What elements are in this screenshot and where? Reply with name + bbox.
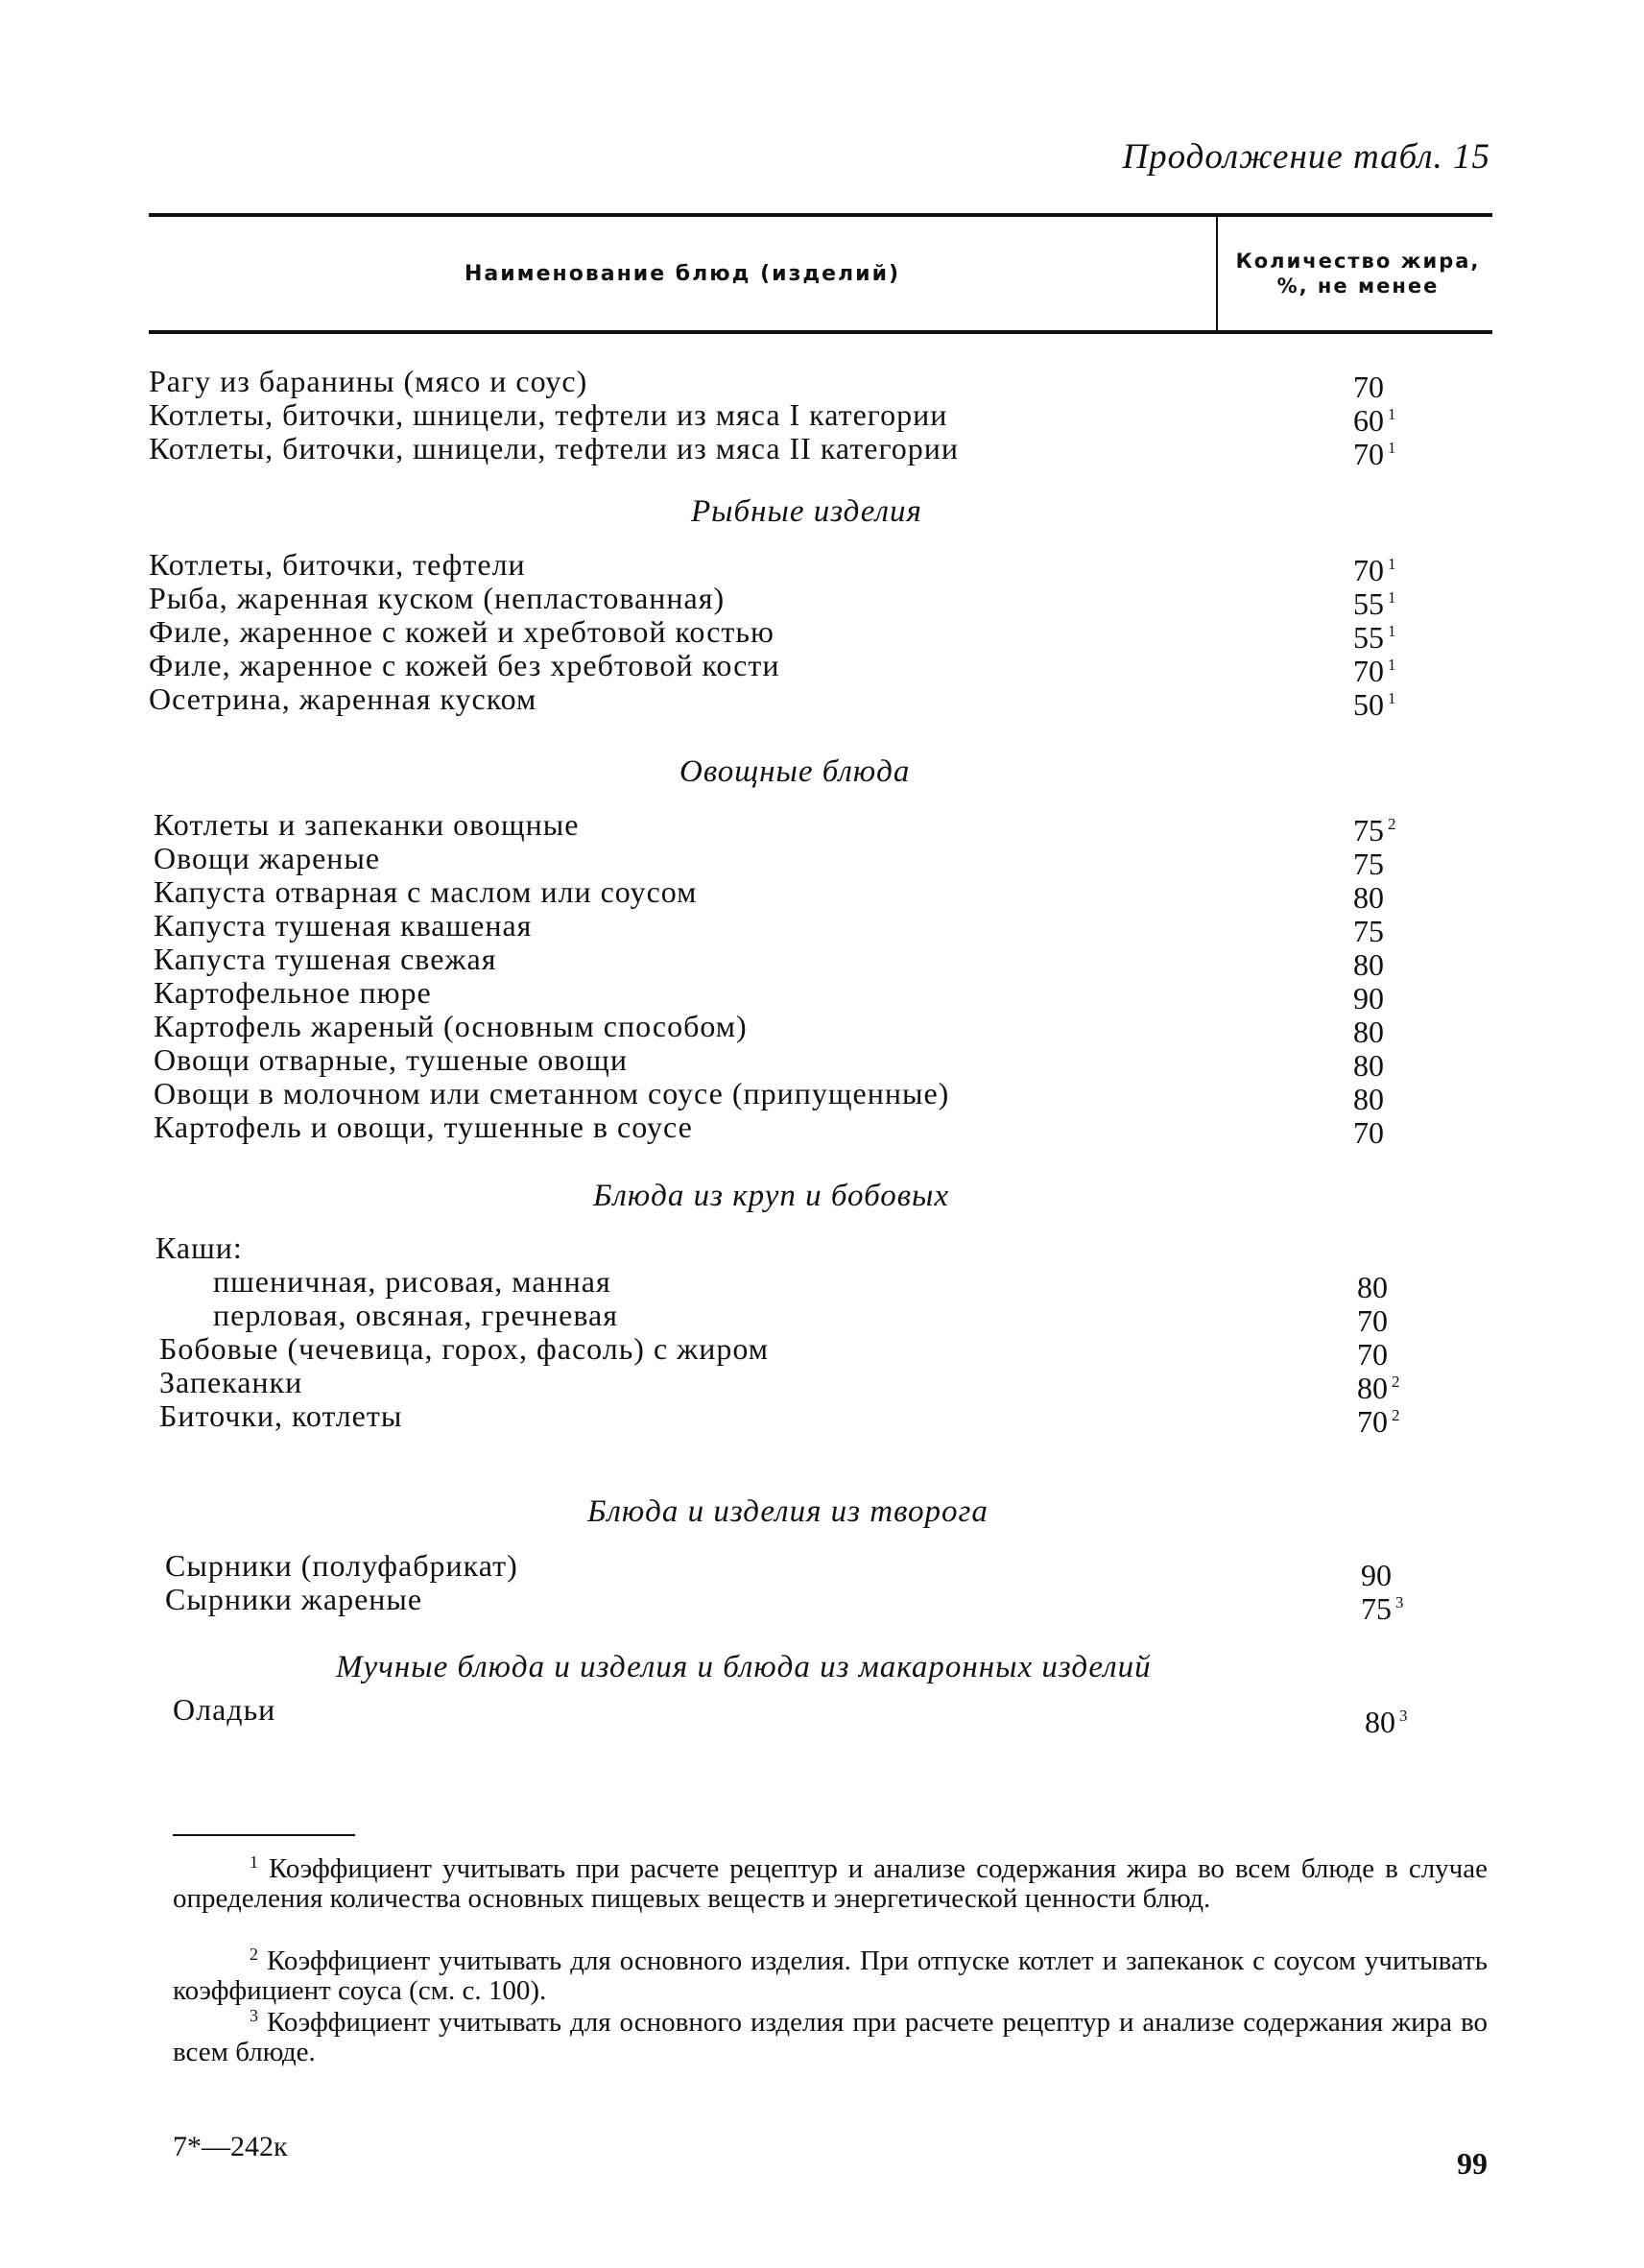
table-row-value: 55 $^1$ xyxy=(1353,620,1396,655)
table-row-name: Оладьи xyxy=(173,1692,276,1727)
table-row-value: 80 xyxy=(1353,1048,1384,1083)
table-row-value: 70 xyxy=(1357,1303,1388,1338)
table-row-value: 60 $^1$ xyxy=(1353,403,1396,438)
table-row-name: Картофель жареный (основным способом) xyxy=(154,1009,748,1043)
table-row-value: 75 $^3$ xyxy=(1361,1591,1404,1626)
section-title-fish: Рыбные изделия xyxy=(691,494,922,529)
table-row-name: Сырники жареные xyxy=(165,1582,423,1616)
column-divider xyxy=(1216,217,1218,330)
table-row-name: Бобовые (чечевица, горох, фасоль) с жиром xyxy=(159,1331,770,1366)
table-row-name: Биточки, котлеты xyxy=(159,1398,403,1433)
grain-subgroup-label: Каши: xyxy=(155,1230,243,1265)
table-row-name: Котлеты, биточки, тефтели xyxy=(149,547,526,582)
table-row-name: Овощи жареные xyxy=(154,841,381,875)
section-title-vegetables: Овощные блюда xyxy=(679,754,911,789)
table-row-name: Котлеты, биточки, шницели, тефтели из мяса I категории xyxy=(149,397,948,432)
table-row-value: 70 $^1$ xyxy=(1353,437,1396,471)
table-row-name: Картофельное пюре xyxy=(154,975,432,1010)
table-row-value: 75 xyxy=(1353,914,1384,948)
table-row-value: 90 xyxy=(1353,981,1384,1015)
section-title-grains: Блюда из круп и бобовых xyxy=(593,1179,950,1213)
section-title-curd: Блюда и изделия из творога xyxy=(587,1494,989,1529)
table-row-value: 90 xyxy=(1361,1558,1392,1592)
table-row-name: Картофель и овощи, тушенные в соусе xyxy=(154,1110,693,1144)
table-row-value: 75 $^2$ xyxy=(1353,813,1396,848)
footnote-1: $^1$ Коэффициент учитывать при расчете рецептур и анализе содержания жира во всем блюде в случае определения количества основных пищевых веществ и энергетической ценности блюд. xyxy=(173,1852,1488,1914)
table-row-name: Капуста тушеная свежая xyxy=(154,942,497,976)
table-row-value: 70 xyxy=(1353,370,1384,404)
page-number: 99 xyxy=(1457,2146,1488,2181)
table-row-value: 70 $^2$ xyxy=(1357,1404,1400,1439)
table-row-name: Овощи в молочном или сметанном соусе (припущенные) xyxy=(154,1076,950,1110)
table-row-value: 80 xyxy=(1353,1082,1384,1116)
table-row-value: 70 $^1$ xyxy=(1353,553,1396,587)
section-title-flour: Мучные блюда и изделия и блюда из макаронных изделий xyxy=(336,1650,1152,1684)
continuation-caption: Продолжение табл. 15 xyxy=(1122,137,1490,177)
table-row-value: 50 $^1$ xyxy=(1353,687,1396,722)
table-row-name: перловая, овсяная, гречневая xyxy=(213,1298,618,1332)
table-row-name: Филе, жаренное с кожей без хребтовой кости xyxy=(149,648,780,682)
table-row-name: Капуста отварная с маслом или соусом xyxy=(154,874,698,909)
table-row-name: Капуста тушеная квашеная xyxy=(154,908,533,943)
table-row-value: 80 $^3$ xyxy=(1365,1705,1408,1739)
table-row-name: пшеничная, рисовая, манная xyxy=(213,1264,611,1299)
footnote-3: $^3$ Коэффициент учитывать для основного изделия при расчете рецептур и анализе содержания жира во всем блюде. xyxy=(173,2006,1488,2067)
fat-header-line2: %, не менее xyxy=(1276,275,1440,298)
table-row-name: Овощи отварные, тушеные овощи xyxy=(154,1042,628,1077)
table-header xyxy=(149,213,1492,334)
table-row-name: Сырники (полуфабрикат) xyxy=(165,1548,518,1583)
table-row-value: 55 $^1$ xyxy=(1353,586,1396,621)
table-row-value: 80 xyxy=(1353,880,1384,915)
table-row-value: 70 $^1$ xyxy=(1353,654,1396,688)
table-row-value: 70 xyxy=(1353,1115,1384,1150)
table-row-value: 80 xyxy=(1357,1270,1388,1304)
dish-name-column-header: Наименование блюд (изделий) xyxy=(464,261,901,286)
table-row-value: 80 $^2$ xyxy=(1357,1371,1400,1405)
fat-header-line1: Количество жира, xyxy=(1235,250,1481,273)
table-row-name: Филе, жаренное с кожей и хребтовой костью xyxy=(149,614,774,649)
table-row-name: Рагу из баранины (мясо и соус) xyxy=(149,364,588,398)
table-row-name: Котлеты, биточки, шницели, тефтели из мяса II категории xyxy=(149,431,960,466)
fat-amount-column-header xyxy=(1224,217,1492,330)
table-row-value: 80 xyxy=(1353,1015,1384,1049)
footnote-separator xyxy=(173,1834,355,1836)
table-row-value: 70 xyxy=(1357,1337,1388,1372)
table-row-name: Котлеты и запеканки овощные xyxy=(154,807,580,842)
footnote-2: $^2$ Коэффициент учитывать для основного изделия. При отпуске котлет и запеканок с соусом учитывать коэффициент соуса (см. с. 100). xyxy=(173,1945,1488,2006)
printer-signature: 7*—242к xyxy=(173,2131,288,2162)
table-row-value: 75 xyxy=(1353,847,1384,881)
table-row-name: Запеканки xyxy=(159,1365,303,1399)
table-row-name: Осетрина, жаренная куском xyxy=(149,681,537,716)
table-row-value: 80 xyxy=(1353,947,1384,982)
table-row-name: Рыба, жаренная куском (непластованная) xyxy=(149,581,726,615)
